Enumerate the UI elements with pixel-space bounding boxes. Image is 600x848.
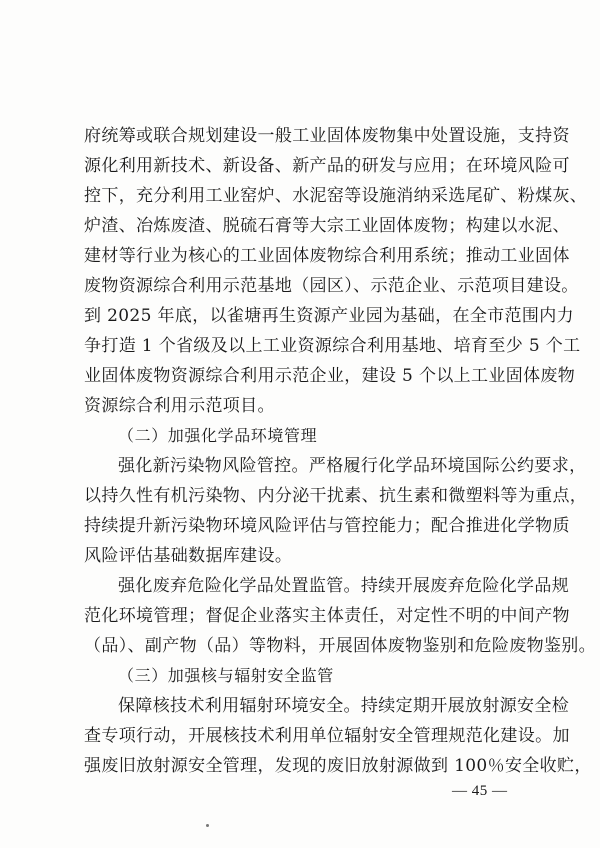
body-text-line: 资源综合利用示范项目。 [84, 396, 275, 416]
scan-mark [206, 824, 209, 827]
body-text-line: 府统筹或联合规划建设一般工业固体废物集中处置设施，支持资 [84, 126, 570, 146]
body-text-line: 炉渣、冶炼废渣、脱硫石膏等大宗工业固体废物；构建以水泥、 [84, 216, 570, 236]
body-text-line: 范化环境管理；督促企业落实主体责任，对定性不明的中间产物 [84, 606, 570, 626]
body-text-line: 持续提升新污染物环境风险评估与管控能力；配合推进化学物质 [84, 516, 570, 536]
body-text-line: 以持久性有机污染物、内分泌干扰素、抗生素和微塑料等为重点， [84, 486, 588, 506]
section-heading: （二）加强化学品环境管理 [118, 426, 318, 445]
body-text-line: 业固体废物资源综合利用示范企业，建设 5 个以上工业固体废物 [84, 366, 576, 386]
body-text-line: 查专项行动，开展核技术利用单位辐射安全管理规范化建设。加 [84, 726, 570, 746]
paragraph-first-line: 强化废弃危险化学品处置监管。持续开展废弃危险化学品规 [118, 576, 570, 596]
body-text-line: 强废旧放射源安全管理，发现的废旧放射源做到 100％安全收贮， [84, 756, 592, 776]
paragraph-first-line: 保障核技术利用辐射环境安全。持续定期开展放射源安全检 [118, 696, 570, 716]
body-text-line: （品）、副产物（品）等物料，开展固体废物鉴别和危险废物鉴别。 [84, 636, 596, 656]
body-text-line: 源化利用新技术、新设备、新产品的研发与应用；在环境风险可 [84, 156, 570, 176]
body-text-line: 到 2025 年底，以雀塘再生资源产业园为基础，在全市范围内力 [84, 306, 574, 326]
body-text-line: 建材等行业为核心的工业固体废物综合利用系统；推动工业固体 [84, 246, 570, 266]
body-text-line: 风险评估基础数据库建设。 [84, 546, 293, 566]
page-number: — 45 — [452, 783, 508, 799]
paragraph-first-line: 强化新污染物风险管控。严格履行化学品环境国际公约要求， [118, 456, 587, 476]
section-heading: （三）加强核与辐射安全监管 [118, 666, 334, 685]
body-text-line: 控下，充分利用工业窑炉、水泥窑等设施消纳采选尾矿、粉煤灰、 [84, 186, 588, 206]
body-text-line: 废物资源综合利用示范基地（园区）、示范企业、示范项目建设。 [84, 276, 579, 296]
body-text-line: 争打造 1 个省级及以上工业资源综合利用基地、培育至少 5 个工 [84, 336, 581, 356]
